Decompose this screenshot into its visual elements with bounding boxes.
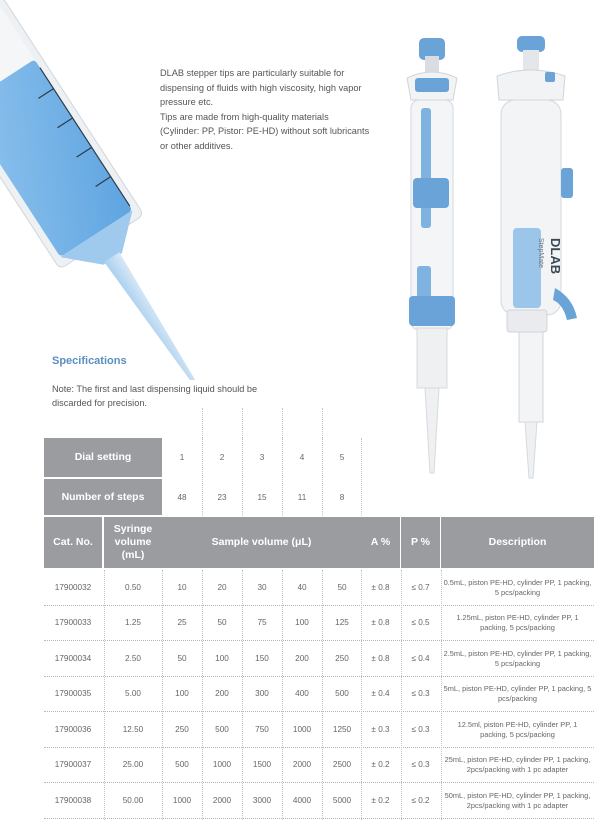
sample-volume-cell: 500 <box>215 725 229 734</box>
sample-volume-cell: 1250 <box>332 725 352 734</box>
description-cell: 2.5mL, piston PE-HD, cylinder PP, 1 packing, 5 pcs/packing <box>443 649 592 668</box>
column-divider <box>202 408 203 438</box>
column-divider <box>441 570 442 820</box>
sample-volume-cell: 40 <box>297 583 307 592</box>
sample-volume-cell: 300 <box>255 689 269 698</box>
intro-paragraph-1: DLAB stepper tips are particularly suitable for dispensing of fluids with high viscosity, high vapor pressure etc. <box>160 68 362 107</box>
sample-volume-cell: 5000 <box>332 796 352 805</box>
description-cell: 50mL, piston PE-HD, cylinder PP, 1 packing, 2pcs/packing with 1 pc adapter <box>444 791 591 810</box>
column-divider <box>322 408 323 438</box>
sample-volume-cell: 10 <box>177 583 187 592</box>
syringe-volume-cell: 12.50 <box>122 725 144 734</box>
sample-volume-cell: 75 <box>257 618 267 627</box>
cat-no-cell: 17900037 <box>54 760 92 769</box>
number-of-steps-value: 23 <box>217 492 227 502</box>
column-divider <box>282 570 283 820</box>
sample-volume-cell: 100 <box>175 689 189 698</box>
model-label: StepMate <box>537 238 544 268</box>
precision-cell: ≤ 0.5 <box>411 618 430 627</box>
description-cell: 25mL, piston PE-HD, cylinder PP, 1 packing, 2pcs/packing with 1 pc adapter <box>444 755 591 774</box>
sample-volume-cell: 50 <box>177 654 187 663</box>
column-divider <box>361 438 362 516</box>
description-header: Description <box>441 517 594 568</box>
precision-cell: ≤ 0.4 <box>411 654 430 663</box>
column-divider <box>202 570 203 820</box>
sample-volume-cell: 50 <box>217 618 227 627</box>
dial-setting-value: 3 <box>259 453 265 462</box>
column-divider <box>401 570 402 820</box>
syringe-volume-cell: 2.50 <box>125 654 141 663</box>
specifications-title: Specifications <box>52 355 127 367</box>
number-of-steps-value: 11 <box>297 492 307 502</box>
sample-volume-cell: 25 <box>177 618 187 627</box>
description-cell: 0.5mL, piston PE-HD, cylinder PP, 1 packing, 5 pcs/packing <box>443 578 592 597</box>
stepper-front-view <box>407 38 457 473</box>
cat-no-header: Cat. No. <box>44 517 102 568</box>
sample-volume-cell: 1000 <box>292 725 312 734</box>
sample-volume-cell: 400 <box>295 689 309 698</box>
sample-volume-cell: 750 <box>255 725 269 734</box>
column-divider <box>202 438 203 516</box>
column-divider <box>104 570 105 820</box>
sample-volume-cell: 500 <box>335 689 349 698</box>
number-of-steps-value: 15 <box>257 492 267 502</box>
sample-volume-cell: 2000 <box>292 760 312 769</box>
dial-setting-value: 2 <box>219 453 225 462</box>
cat-no-cell: 17900034 <box>54 654 92 663</box>
sample-volume-cell: 125 <box>335 618 349 627</box>
syringe-volume-cell: 0.50 <box>125 583 141 592</box>
description-cell: 12.5ml, piston PE-HD, cylinder PP, 1 packing, 5 pcs/packing <box>457 720 578 739</box>
cat-no-cell: 17900038 <box>54 796 92 805</box>
sample-volume-cell: 4000 <box>292 796 312 805</box>
syringe-tip-illustration <box>0 0 230 380</box>
sample-volume-cell: 250 <box>335 654 349 663</box>
sample-volume-cell: 50 <box>337 583 347 592</box>
accuracy-cell: ± 0.8 <box>371 618 390 627</box>
specifications-note: Note: The first and last dispensing liquid should be discarded for precision. <box>52 384 258 408</box>
column-divider <box>361 570 362 820</box>
sample-volume-cell: 1000 <box>172 796 192 805</box>
column-divider <box>242 408 243 438</box>
product-illustration <box>395 28 595 488</box>
column-divider <box>242 438 243 516</box>
precision-header: P % <box>401 517 440 568</box>
accuracy-cell: ± 0.2 <box>371 796 390 805</box>
accuracy-cell: ± 0.8 <box>371 583 390 592</box>
accuracy-cell: ± 0.2 <box>371 760 390 769</box>
sample-volume-cell: 100 <box>215 654 229 663</box>
syringe-volume-cell: 5.00 <box>125 689 141 698</box>
brand-label: DLAB <box>548 238 563 275</box>
dial-setting-value: 4 <box>299 453 305 462</box>
sample-volume-cell: 500 <box>175 760 189 769</box>
sample-volume-cell: 3000 <box>252 796 272 805</box>
cat-no-cell: 17900032 <box>54 583 92 592</box>
precision-cell: ≤ 0.3 <box>411 725 430 734</box>
number-of-steps-label: Number of steps <box>44 479 162 515</box>
accuracy-cell: ± 0.8 <box>371 654 390 663</box>
description-cell: 1.25mL, piston PE-HD, cylinder PP, 1 packing, 5 pcs/packing <box>456 613 579 632</box>
syringe-volume-cell: 1.25 <box>125 618 141 627</box>
dial-setting-value: 5 <box>339 453 345 462</box>
sample-volume-cell: 20 <box>217 583 227 592</box>
sample-volume-cell: 200 <box>295 654 309 663</box>
accuracy-cell: ± 0.4 <box>371 689 390 698</box>
sample-volume-cell: 200 <box>215 689 229 698</box>
column-divider <box>282 438 283 516</box>
cat-no-cell: 17900035 <box>54 689 92 698</box>
sample-volume-cell: 1500 <box>252 760 272 769</box>
intro-paragraph-2: Tips are made from high-quality materials (Cylinder: PP, Pistor: PE-HD) without soft lubricants or other additives. <box>160 111 370 151</box>
column-divider <box>322 438 323 516</box>
cat-no-cell: 17900033 <box>54 618 92 627</box>
sample-volume-cell: 30 <box>257 583 267 592</box>
precision-cell: ≤ 0.7 <box>411 583 430 592</box>
stepper-side-view <box>497 36 577 478</box>
intro-text <box>160 66 370 153</box>
accuracy-header: A % <box>361 517 400 568</box>
sample-volume-cell: 2500 <box>332 760 352 769</box>
dial-setting-value: 1 <box>179 453 185 462</box>
number-of-steps-value: 8 <box>339 492 345 502</box>
precision-cell: ≤ 0.3 <box>411 689 430 698</box>
sample-volume-cell: 150 <box>255 654 269 663</box>
column-divider <box>322 570 323 820</box>
sample-volume-cell: 100 <box>295 618 309 627</box>
column-divider <box>162 570 163 820</box>
row-divider <box>44 818 594 819</box>
sample-volume-cell: 250 <box>175 725 189 734</box>
dial-setting-label: Dial setting <box>44 438 162 477</box>
syringe-volume-header: Syringe volume (mL) <box>104 517 162 568</box>
syringe-volume-cell: 50.00 <box>122 796 144 805</box>
accuracy-cell: ± 0.3 <box>371 725 390 734</box>
column-divider <box>242 570 243 820</box>
sample-volume-cell: 1000 <box>212 760 232 769</box>
number-of-steps-value: 48 <box>177 492 187 502</box>
precision-cell: ≤ 0.2 <box>411 796 430 805</box>
description-cell: 5mL, piston PE-HD, cylinder PP, 1 packing, 5 pcs/packing <box>443 684 592 703</box>
precision-cell: ≤ 0.3 <box>411 760 430 769</box>
cat-no-cell: 17900036 <box>54 725 92 734</box>
syringe-volume-cell: 25.00 <box>122 760 144 769</box>
sample-volume-header: Sample volume (μL) <box>162 517 361 568</box>
sample-volume-cell: 2000 <box>212 796 232 805</box>
column-divider <box>282 408 283 438</box>
